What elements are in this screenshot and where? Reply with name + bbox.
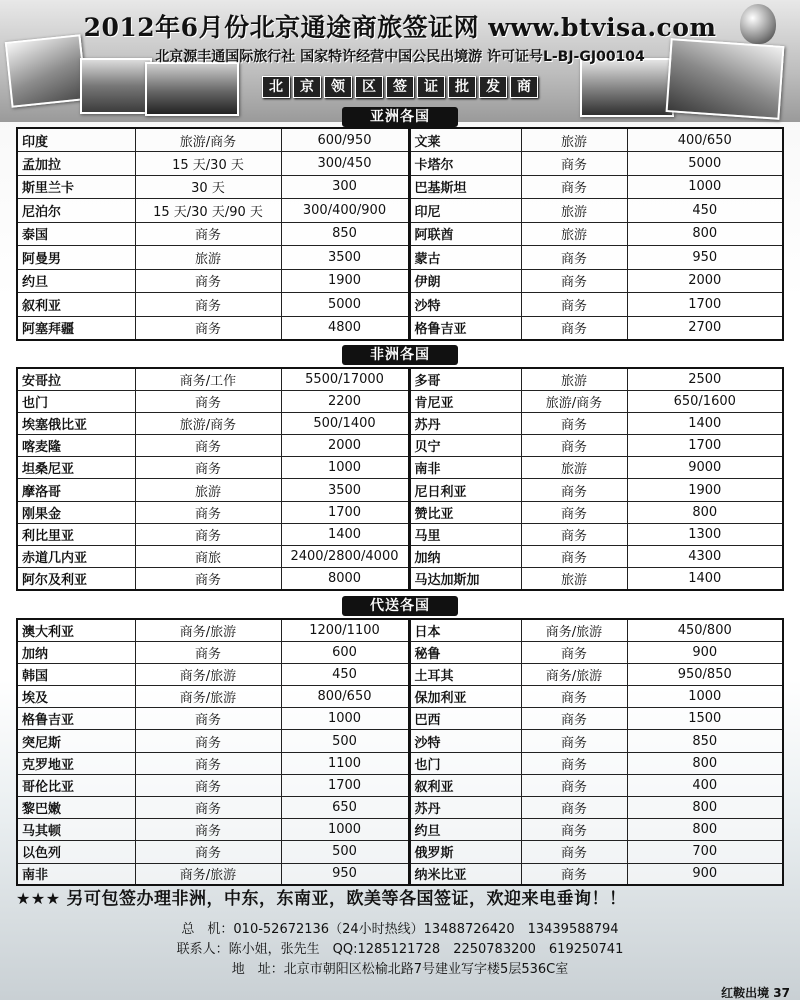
price-cell: 300 [281,175,409,199]
contact-address: 地 址：北京市朝阳区松榆北路7号建业写字楼5层536C室 [231,962,569,977]
table-row [17,568,783,590]
country-cell: 安哥拉 [17,368,135,390]
country-cell: 印度 [17,128,135,152]
country-cell: 土耳其 [409,663,521,685]
visa-type-cell: 15 天/30 天/90 天 [135,199,281,223]
agency-visa-table [16,618,784,886]
visa-type-cell: 商务 [135,730,281,752]
price-cell: 1400 [281,523,409,545]
price-cell: 850 [627,730,783,752]
licensed-issuer-banner [258,76,542,98]
price-cell: 900 [627,863,783,885]
price-cell: 5500/17000 [281,368,409,390]
visa-type-cell: 商务 [521,501,627,523]
contact-people: 联系人：陈小姐，张先生 QQ:1285121728 2250783200 619250741 [176,942,624,957]
table-row [17,390,783,412]
price-cell: 2200 [281,390,409,412]
country-cell: 纳米比亚 [409,863,521,885]
price-cell: 450/800 [627,619,783,641]
country-cell: 约旦 [17,269,135,293]
price-cell: 9000 [627,457,783,479]
travel-photo [145,62,239,116]
table-row [17,619,783,641]
table-row [17,246,783,270]
table-row [17,501,783,523]
visa-type-cell: 商务 [135,797,281,819]
price-cell: 1000 [281,457,409,479]
country-cell: 尼日利亚 [409,479,521,501]
price-cell: 1700 [627,435,783,457]
visa-type-cell: 旅游 [521,368,627,390]
country-cell: 沙特 [409,293,521,317]
table-row [17,435,783,457]
visa-type-cell: 商务 [521,435,627,457]
price-cell: 2000 [281,435,409,457]
country-cell: 格鲁吉亚 [17,708,135,730]
country-cell: 赤道几内亚 [17,546,135,568]
price-cell: 800 [627,752,783,774]
price-cell: 650/1600 [627,390,783,412]
country-cell: 阿尔及利亚 [17,568,135,590]
country-cell: 叙利亚 [409,774,521,796]
price-cell: 2500 [627,368,783,390]
visa-type-cell: 旅游 [521,457,627,479]
country-cell: 以色列 [17,841,135,863]
visa-type-cell: 商务 [135,641,281,663]
visa-type-cell: 商务 [521,841,627,863]
africa-visa-table [16,367,784,591]
star-icon: ★★★ [16,889,61,908]
price-cell: 700 [627,841,783,863]
header-banner [0,0,800,122]
visa-type-cell: 商务 [135,568,281,590]
visa-type-cell: 商务 [521,246,627,270]
price-cell: 450 [627,199,783,223]
visa-type-cell: 商务 [521,293,627,317]
visa-type-cell: 旅游 [135,246,281,270]
visa-type-cell: 旅游 [521,128,627,152]
page-title: 2012年6月份北京通途商旅签证网 www.btvisa.com [83,13,717,42]
visa-type-cell: 商务 [521,863,627,885]
price-cell: 2000 [627,269,783,293]
visa-type-cell: 商务 [135,457,281,479]
country-cell: 文莱 [409,128,521,152]
visa-type-cell: 商务 [135,752,281,774]
visa-type-cell: 商务 [521,774,627,796]
price-cell: 800 [627,222,783,246]
price-cell: 1500 [627,708,783,730]
country-cell: 苏丹 [409,797,521,819]
price-cell: 850 [281,222,409,246]
visa-type-cell: 旅游/商务 [135,412,281,434]
table-row [17,128,783,152]
country-cell: 埃塞俄比亚 [17,412,135,434]
table-row [17,819,783,841]
table-row [17,175,783,199]
country-cell: 尼泊尔 [17,199,135,223]
visa-type-cell: 商务/旅游 [135,663,281,685]
country-cell: 埃及 [17,686,135,708]
country-cell: 阿塞拜疆 [17,316,135,340]
price-cell: 400/650 [627,128,783,152]
country-cell: 摩洛哥 [17,479,135,501]
price-cell: 400 [627,774,783,796]
section-label-agency: 代送各国 [342,596,458,616]
table-row [17,686,783,708]
country-cell: 巴基斯坦 [409,175,521,199]
section-label-africa: 非洲各国 [342,345,458,365]
visa-type-cell: 商务 [521,152,627,176]
visa-type-cell: 商务/旅游 [135,686,281,708]
visa-type-cell: 15 天/30 天 [135,152,281,176]
table-row [17,293,783,317]
table-row [17,457,783,479]
banner-char: 发 [479,76,507,98]
visa-type-cell: 商务 [521,175,627,199]
asia-visa-table [16,127,784,341]
visa-type-cell: 商务 [521,546,627,568]
visa-type-cell: 商务 [135,222,281,246]
country-cell: 孟加拉 [17,152,135,176]
price-cell: 800 [627,797,783,819]
table-row [17,199,783,223]
price-cell: 1100 [281,752,409,774]
price-cell: 1900 [281,269,409,293]
visa-type-cell: 30 天 [135,175,281,199]
country-cell: 哥伦比亚 [17,774,135,796]
country-cell: 刚果金 [17,501,135,523]
country-cell: 加纳 [17,641,135,663]
price-cell: 650 [281,797,409,819]
country-cell: 坦桑尼亚 [17,457,135,479]
visa-type-cell: 旅游 [521,568,627,590]
price-cell: 3500 [281,246,409,270]
banner-char: 领 [324,76,352,98]
visa-type-cell: 商务 [521,797,627,819]
visa-type-cell: 商务 [135,293,281,317]
visa-type-cell: 商务 [521,752,627,774]
visa-type-cell: 商务 [135,819,281,841]
price-cell: 2400/2800/4000 [281,546,409,568]
price-cell: 300/450 [281,152,409,176]
visa-type-cell: 商务/工作 [135,368,281,390]
visa-type-cell: 商务 [135,774,281,796]
country-cell: 马达加斯加 [409,568,521,590]
country-cell: 格鲁吉亚 [409,316,521,340]
country-cell: 贝宁 [409,435,521,457]
country-cell: 保加利亚 [409,686,521,708]
price-cell: 500 [281,841,409,863]
table-row [17,523,783,545]
country-cell: 马其顿 [17,819,135,841]
price-cell: 2700 [627,316,783,340]
visa-type-cell: 商务 [521,686,627,708]
visa-type-cell: 商务 [135,501,281,523]
table-row [17,797,783,819]
price-cell: 1300 [627,523,783,545]
country-cell: 阿联酋 [409,222,521,246]
country-cell: 利比里亚 [17,523,135,545]
visa-type-cell: 商务 [521,269,627,293]
visa-type-cell: 商务 [135,269,281,293]
price-cell: 1400 [627,568,783,590]
banner-char: 签 [386,76,414,98]
country-cell: 伊朗 [409,269,521,293]
promo-text: 另可包签办理非洲，中东，东南亚，欧美等各国签证，欢迎来电垂询！！ [66,889,627,909]
price-cell: 600/950 [281,128,409,152]
page-number: 红鞍出境 37 [721,986,790,1000]
visa-type-cell: 商务 [135,316,281,340]
country-cell: 韩国 [17,663,135,685]
price-cell: 1000 [281,708,409,730]
table-row [17,546,783,568]
country-cell: 蒙古 [409,246,521,270]
country-cell: 沙特 [409,730,521,752]
country-cell: 突尼斯 [17,730,135,752]
table-row [17,708,783,730]
country-cell: 叙利亚 [17,293,135,317]
price-cell: 1000 [281,819,409,841]
price-cell: 3500 [281,479,409,501]
section-label-asia: 亚洲各国 [342,107,458,127]
price-cell: 800 [627,819,783,841]
banner-char: 批 [448,76,476,98]
country-cell: 加纳 [409,546,521,568]
price-cell: 5000 [627,152,783,176]
country-cell: 南非 [409,457,521,479]
price-cell: 450 [281,663,409,685]
table-row [17,269,783,293]
visa-type-cell: 商务 [521,316,627,340]
price-cell: 950 [627,246,783,270]
country-cell: 斯里兰卡 [17,175,135,199]
price-cell: 1200/1100 [281,619,409,641]
visa-type-cell: 商务 [521,819,627,841]
price-cell: 500/1400 [281,412,409,434]
country-cell: 印尼 [409,199,521,223]
country-cell: 阿曼男 [17,246,135,270]
travel-photo [80,58,152,114]
country-cell: 秘鲁 [409,641,521,663]
travel-photo [580,58,674,117]
table-row [17,863,783,885]
price-cell: 1000 [627,175,783,199]
banner-char: 京 [293,76,321,98]
visa-type-cell: 商务/旅游 [135,619,281,641]
table-row [17,663,783,685]
banner-char: 区 [355,76,383,98]
visa-type-cell: 商务 [135,390,281,412]
banner-char: 北 [262,76,290,98]
country-cell: 多哥 [409,368,521,390]
country-cell: 克罗地亚 [17,752,135,774]
price-cell: 800 [627,501,783,523]
country-cell: 泰国 [17,222,135,246]
table-row [17,412,783,434]
price-cell: 1000 [627,686,783,708]
price-cell: 1900 [627,479,783,501]
country-cell: 也门 [409,752,521,774]
price-cell: 800/650 [281,686,409,708]
table-row [17,774,783,796]
contact-phone: 总 机：010-52672136（24小时热线）13488726420 13439588794 [181,922,619,937]
price-cell: 600 [281,641,409,663]
visa-type-cell: 商务 [521,708,627,730]
banner-char: 证 [417,76,445,98]
visa-type-cell: 商务 [521,479,627,501]
country-cell: 喀麦隆 [17,435,135,457]
table-row [17,841,783,863]
price-cell: 950 [281,863,409,885]
table-row [17,641,783,663]
country-cell: 也门 [17,390,135,412]
visa-type-cell: 旅游/商务 [135,128,281,152]
price-cell: 300/400/900 [281,199,409,223]
visa-type-cell: 商务/旅游 [135,863,281,885]
price-cell: 1700 [627,293,783,317]
visa-type-cell: 商务/旅游 [521,663,627,685]
price-cell: 5000 [281,293,409,317]
price-cell: 1700 [281,774,409,796]
price-cell: 4800 [281,316,409,340]
visa-type-cell: 旅游/商务 [521,390,627,412]
price-cell: 1400 [627,412,783,434]
table-row [17,479,783,501]
visa-type-cell: 旅游 [521,199,627,223]
country-cell: 日本 [409,619,521,641]
banner-char: 商 [510,76,538,98]
visa-type-cell: 商务 [521,412,627,434]
table-row [17,730,783,752]
country-cell: 巴西 [409,708,521,730]
price-cell: 900 [627,641,783,663]
visa-type-cell: 旅游 [521,222,627,246]
price-cell: 8000 [281,568,409,590]
country-cell: 赞比亚 [409,501,521,523]
visa-type-cell: 商旅 [135,546,281,568]
price-cell: 950/850 [627,663,783,685]
table-row [17,222,783,246]
country-cell: 苏丹 [409,412,521,434]
visa-type-cell: 商务 [521,641,627,663]
price-cell: 1700 [281,501,409,523]
visa-type-cell: 商务 [135,841,281,863]
visa-type-cell: 商务/旅游 [521,619,627,641]
country-cell: 肯尼亚 [409,390,521,412]
country-cell: 约旦 [409,819,521,841]
price-cell: 4300 [627,546,783,568]
agency-subtitle: 北京源丰通国际旅行社 国家特许经营中国公民出境游 许可证号L-BJ-GJ00104 [155,49,645,65]
table-row [17,368,783,390]
country-cell: 澳大利亚 [17,619,135,641]
country-cell: 南非 [17,863,135,885]
promo-line [16,886,786,912]
visa-type-cell: 商务 [521,523,627,545]
table-row [17,316,783,340]
visa-type-cell: 商务 [135,523,281,545]
visa-type-cell: 商务 [135,708,281,730]
country-cell: 俄罗斯 [409,841,521,863]
country-cell: 马里 [409,523,521,545]
table-row [17,752,783,774]
table-row [17,152,783,176]
country-cell: 黎巴嫩 [17,797,135,819]
price-cell: 500 [281,730,409,752]
visa-type-cell: 旅游 [135,479,281,501]
visa-type-cell: 商务 [521,730,627,752]
country-cell: 卡塔尔 [409,152,521,176]
visa-type-cell: 商务 [135,435,281,457]
